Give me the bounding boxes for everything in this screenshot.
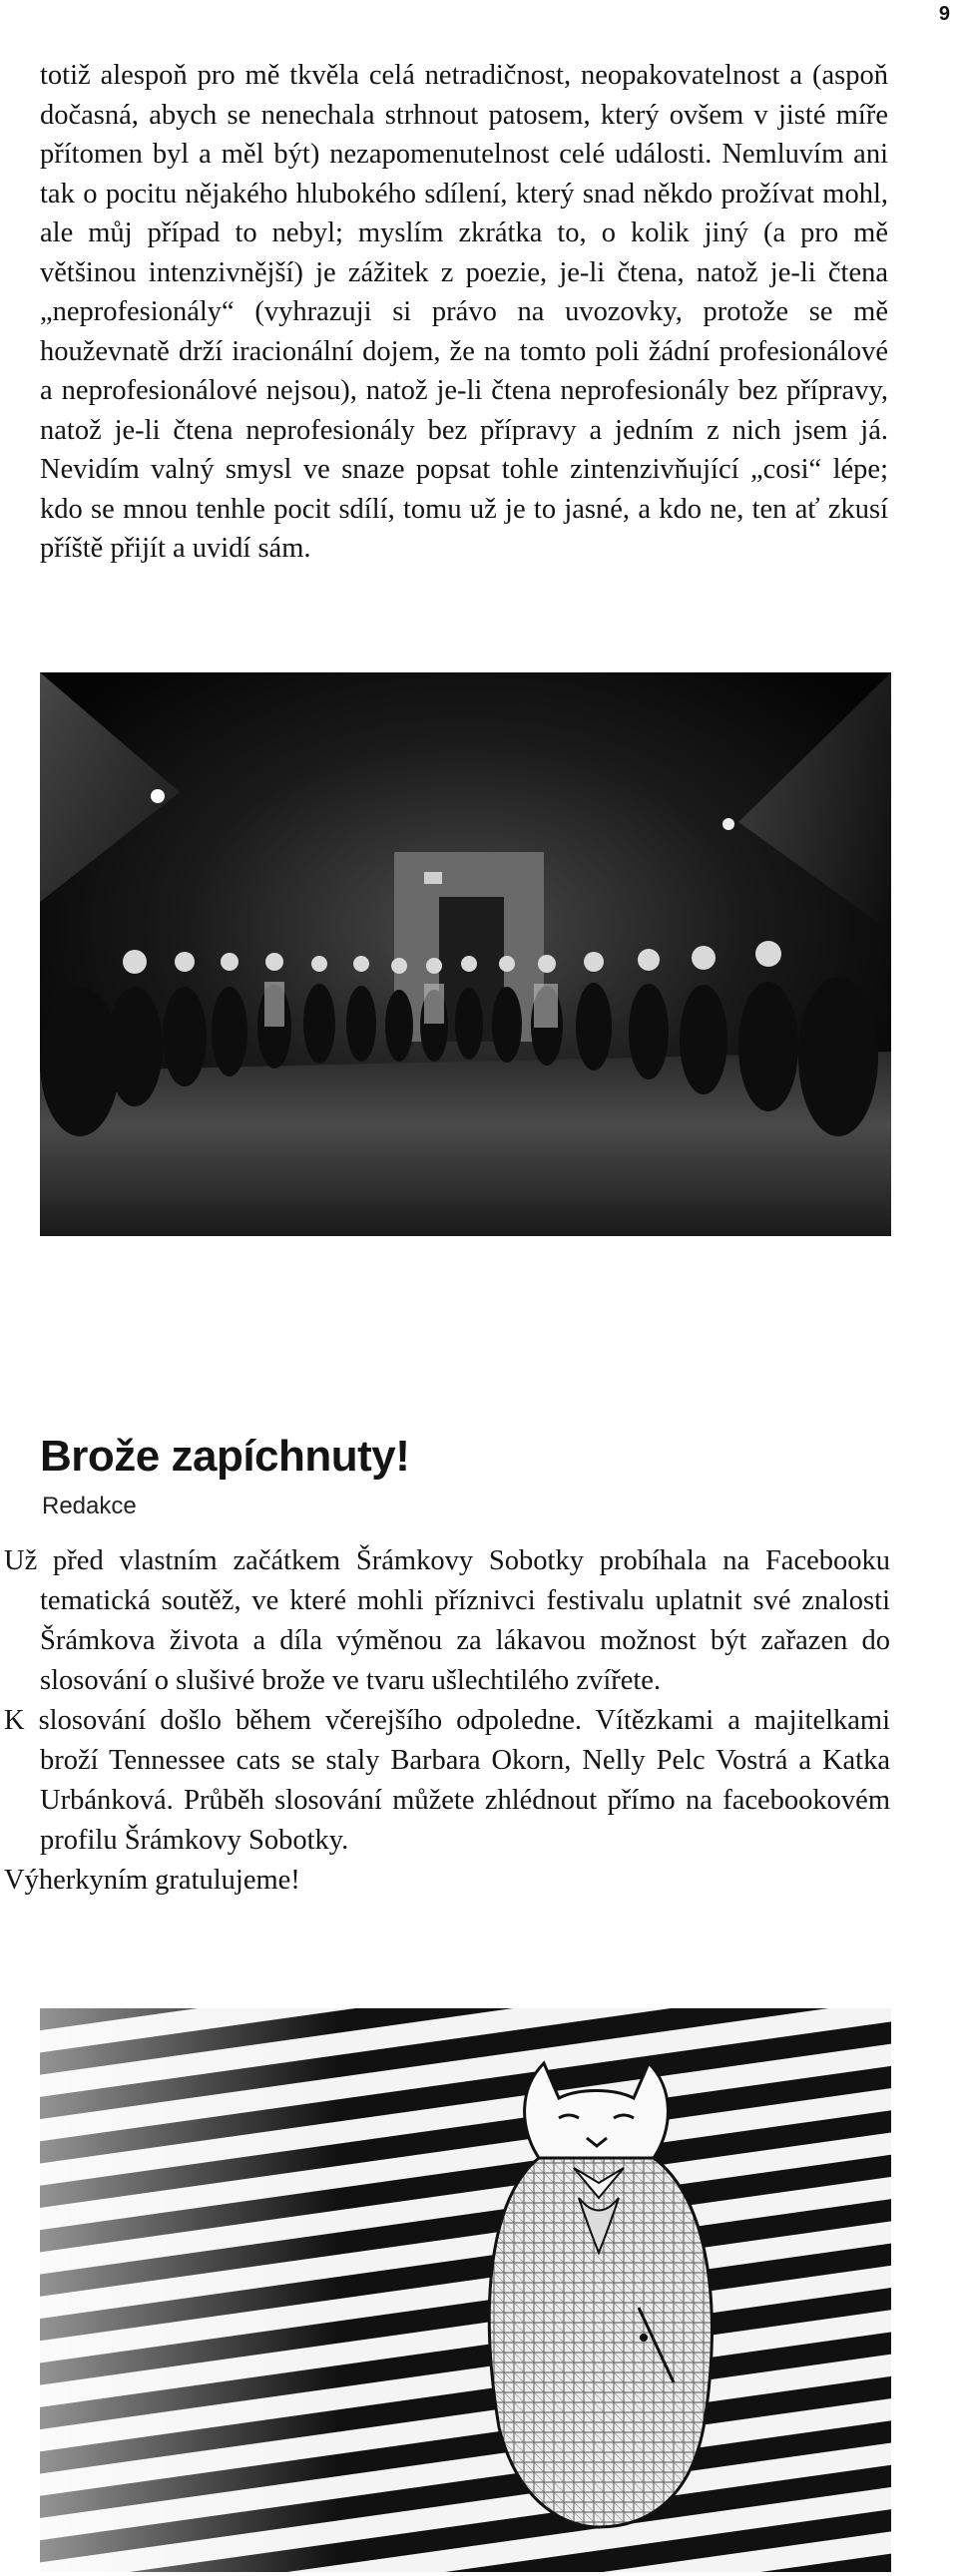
reading-circle-photo (40, 672, 891, 1236)
article-body (4, 1541, 890, 1901)
intro-paragraph: totiž alespoň pro mě tkvěla celá netradičnost, neopakovatelnost a (aspoň dočasná, abych se nenechala strhnout patosem, který ovšem v jisté míře přítomen byl a měl být) nezapomenutelnost celé události. Nemluvím ani tak o pocitu nějakého hlubokého sdílení, který snad někdo prožívat mohl, ale můj případ to nebyl; myslím zkrátka to, o kolik jiný (a pro mě většinou intenzivnější) je zážitek z poezie, je-li čtena, natož je-li čtena „neprofesionály“ (vyhrazuji si právo na uvozovky, protože se mě houževnatě drží iracionální dojem, že na tomto poli žádní profesionálové a neprofesionálové nejsou), natož je-li čtena neprofesionály bez přípravy, natož je-li čtena neprofesionály bez přípravy a jedním z nich jsem já. Nevidím valný smysl ve snaze popsat tohle zintenzivňující „cosi“ lépe; kdo se mnou tenhle pocit sdílí, tomu už je to jasné, a kdo ne, ten ať zkusí příště přijít a uvidí sám. (40, 60, 888, 564)
article-author: Redakce (42, 1493, 137, 1519)
page-number: 9 (938, 3, 950, 25)
article-title: Brože zapíchnuty! (40, 1432, 410, 1481)
article-paragraph: K slosování došlo během včerejšího odpoledne. Vítězkami a majitelkami broží Tennessee cats se staly Barbara Okorn, Nelly Pelc Vostrá a Katka Urbánková. Průběh slosování můžete zhlédnout přímo na facebookovém profilu Šrámkovy Sobotky. (4, 1705, 890, 1856)
article-paragraph: Už před vlastním začátkem Šrámkovy Sobotky probíhala na Facebooku tematická soutěž, ve které mohli příznivci festivalu uplatnit své znalosti Šrámkova života a díla výměnou za lákavou možnost být zařazen do slosování o slušivé brože ve tvaru ušlechtilého zvířete. (4, 1545, 890, 1696)
intro-text-block (40, 56, 888, 569)
article-paragraph: Výherkyním gratulujeme! (4, 1865, 300, 1896)
cat-brooch-photo (40, 2008, 891, 2572)
